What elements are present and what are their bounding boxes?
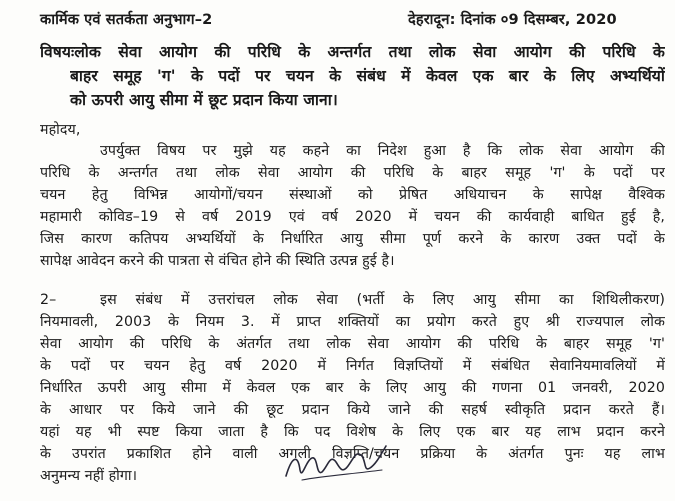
para1-line-6: सापेक्ष आवेदन करने की पात्रता से वंचित होने की स्थिति उत्पन्न हुई है। (40, 253, 395, 269)
para2-line-6: के आधार पर किये जाने की छूट प्रदान किये जाने की सहर्ष स्वीकृति प्रदान करते हैं। (40, 402, 665, 418)
para2-line-2: नियमावली, 2003 के नियम 3. में प्राप्त शक्तियों का प्रयोग करते हुए श्री राज्यपाल लोक (40, 314, 665, 330)
para2-line-1: इस संबंध में उत्तरांचल लोक सेवा (भर्ती के लिए आयु सीमा का शिथिलीकरण) (100, 292, 665, 308)
para1-line-5: जिस कारण कतिपय अभ्यर्थियों के निर्धारित आयु सीमा पूर्ण करने के कारण उक्त पदों के (40, 231, 665, 247)
para1-line-1: उपर्युक्त विषय पर मुझे यह कहने का निदेश हुआ है कि लोक सेवा आयोग की (100, 143, 665, 159)
subject-line-1: विषयःलोक सेवा आयोग की परिधि के अन्तर्गत तथा लोक सेवा आयोग की परिधि के (40, 43, 665, 61)
para2-line-9: अनुमन्य नहीं होगा। (40, 468, 138, 484)
para2-line-4: के पदों पर चयन हेतु वर्ष 2020 में निर्गत विज्ञप्तियों में संबंधित सेवानियमावलियों में (40, 358, 665, 374)
para1-line-3: चयन हेतु विभिन्न आयोगों/चयन संस्थाओं को प्रेषित अधियाचन के सापेक्ष वैश्विक (40, 187, 665, 203)
salutation: महोदय, (40, 122, 81, 138)
signature-mark (282, 436, 392, 486)
subject-line-2: बाहर समूह 'ग' के पदों पर चयन के संबंध में केवल एक बार के लिए अभ्यर्थियों (70, 67, 665, 85)
para2-line-5: निर्धारित ऊपरी आयु सीमा में केवल एक बार के लिए आयु की गणना 01 जनवरी, 2020 (40, 380, 665, 396)
para1-line-2: परिधि के अन्तर्गत तथा लोक सेवा आयोग की परिधि के बाहर समूह 'ग' के पदों पर (40, 165, 665, 181)
place-date: देहरादून: दिनांक ०9 दिसम्बर, 2020 (408, 11, 617, 28)
section-heading: कार्मिक एवं सतर्कता अनुभाग–2 (40, 11, 213, 28)
para2-number: 2– (40, 292, 57, 308)
para1-line-4: महामारी कोविड–19 से वर्ष 2019 एवं वर्ष 2020 में चयन की कार्यवाही बाधित हुई है, (40, 209, 665, 225)
para2-line-8: के उपरांत प्रकाशित होने वाली अगली विज्ञप्ति/चयन प्रक्रिया के अंतर्गत पुनः यह लाभ (40, 446, 665, 462)
subject-line-3: को ऊपरी आयु सीमा में छूट प्रदान किया जाना। (70, 91, 338, 109)
para2-line-3: सेवा आयोग की परिधि के अंतर्गत तथा लोक सेवा आयोग की परिधि के बाहर समूह 'ग' (40, 336, 665, 352)
para2-line-7: यहां यह भी स्पष्ट किया जाता है कि पद विशेष के लिए एक बार यह लाभ प्रदान करने (40, 424, 665, 440)
